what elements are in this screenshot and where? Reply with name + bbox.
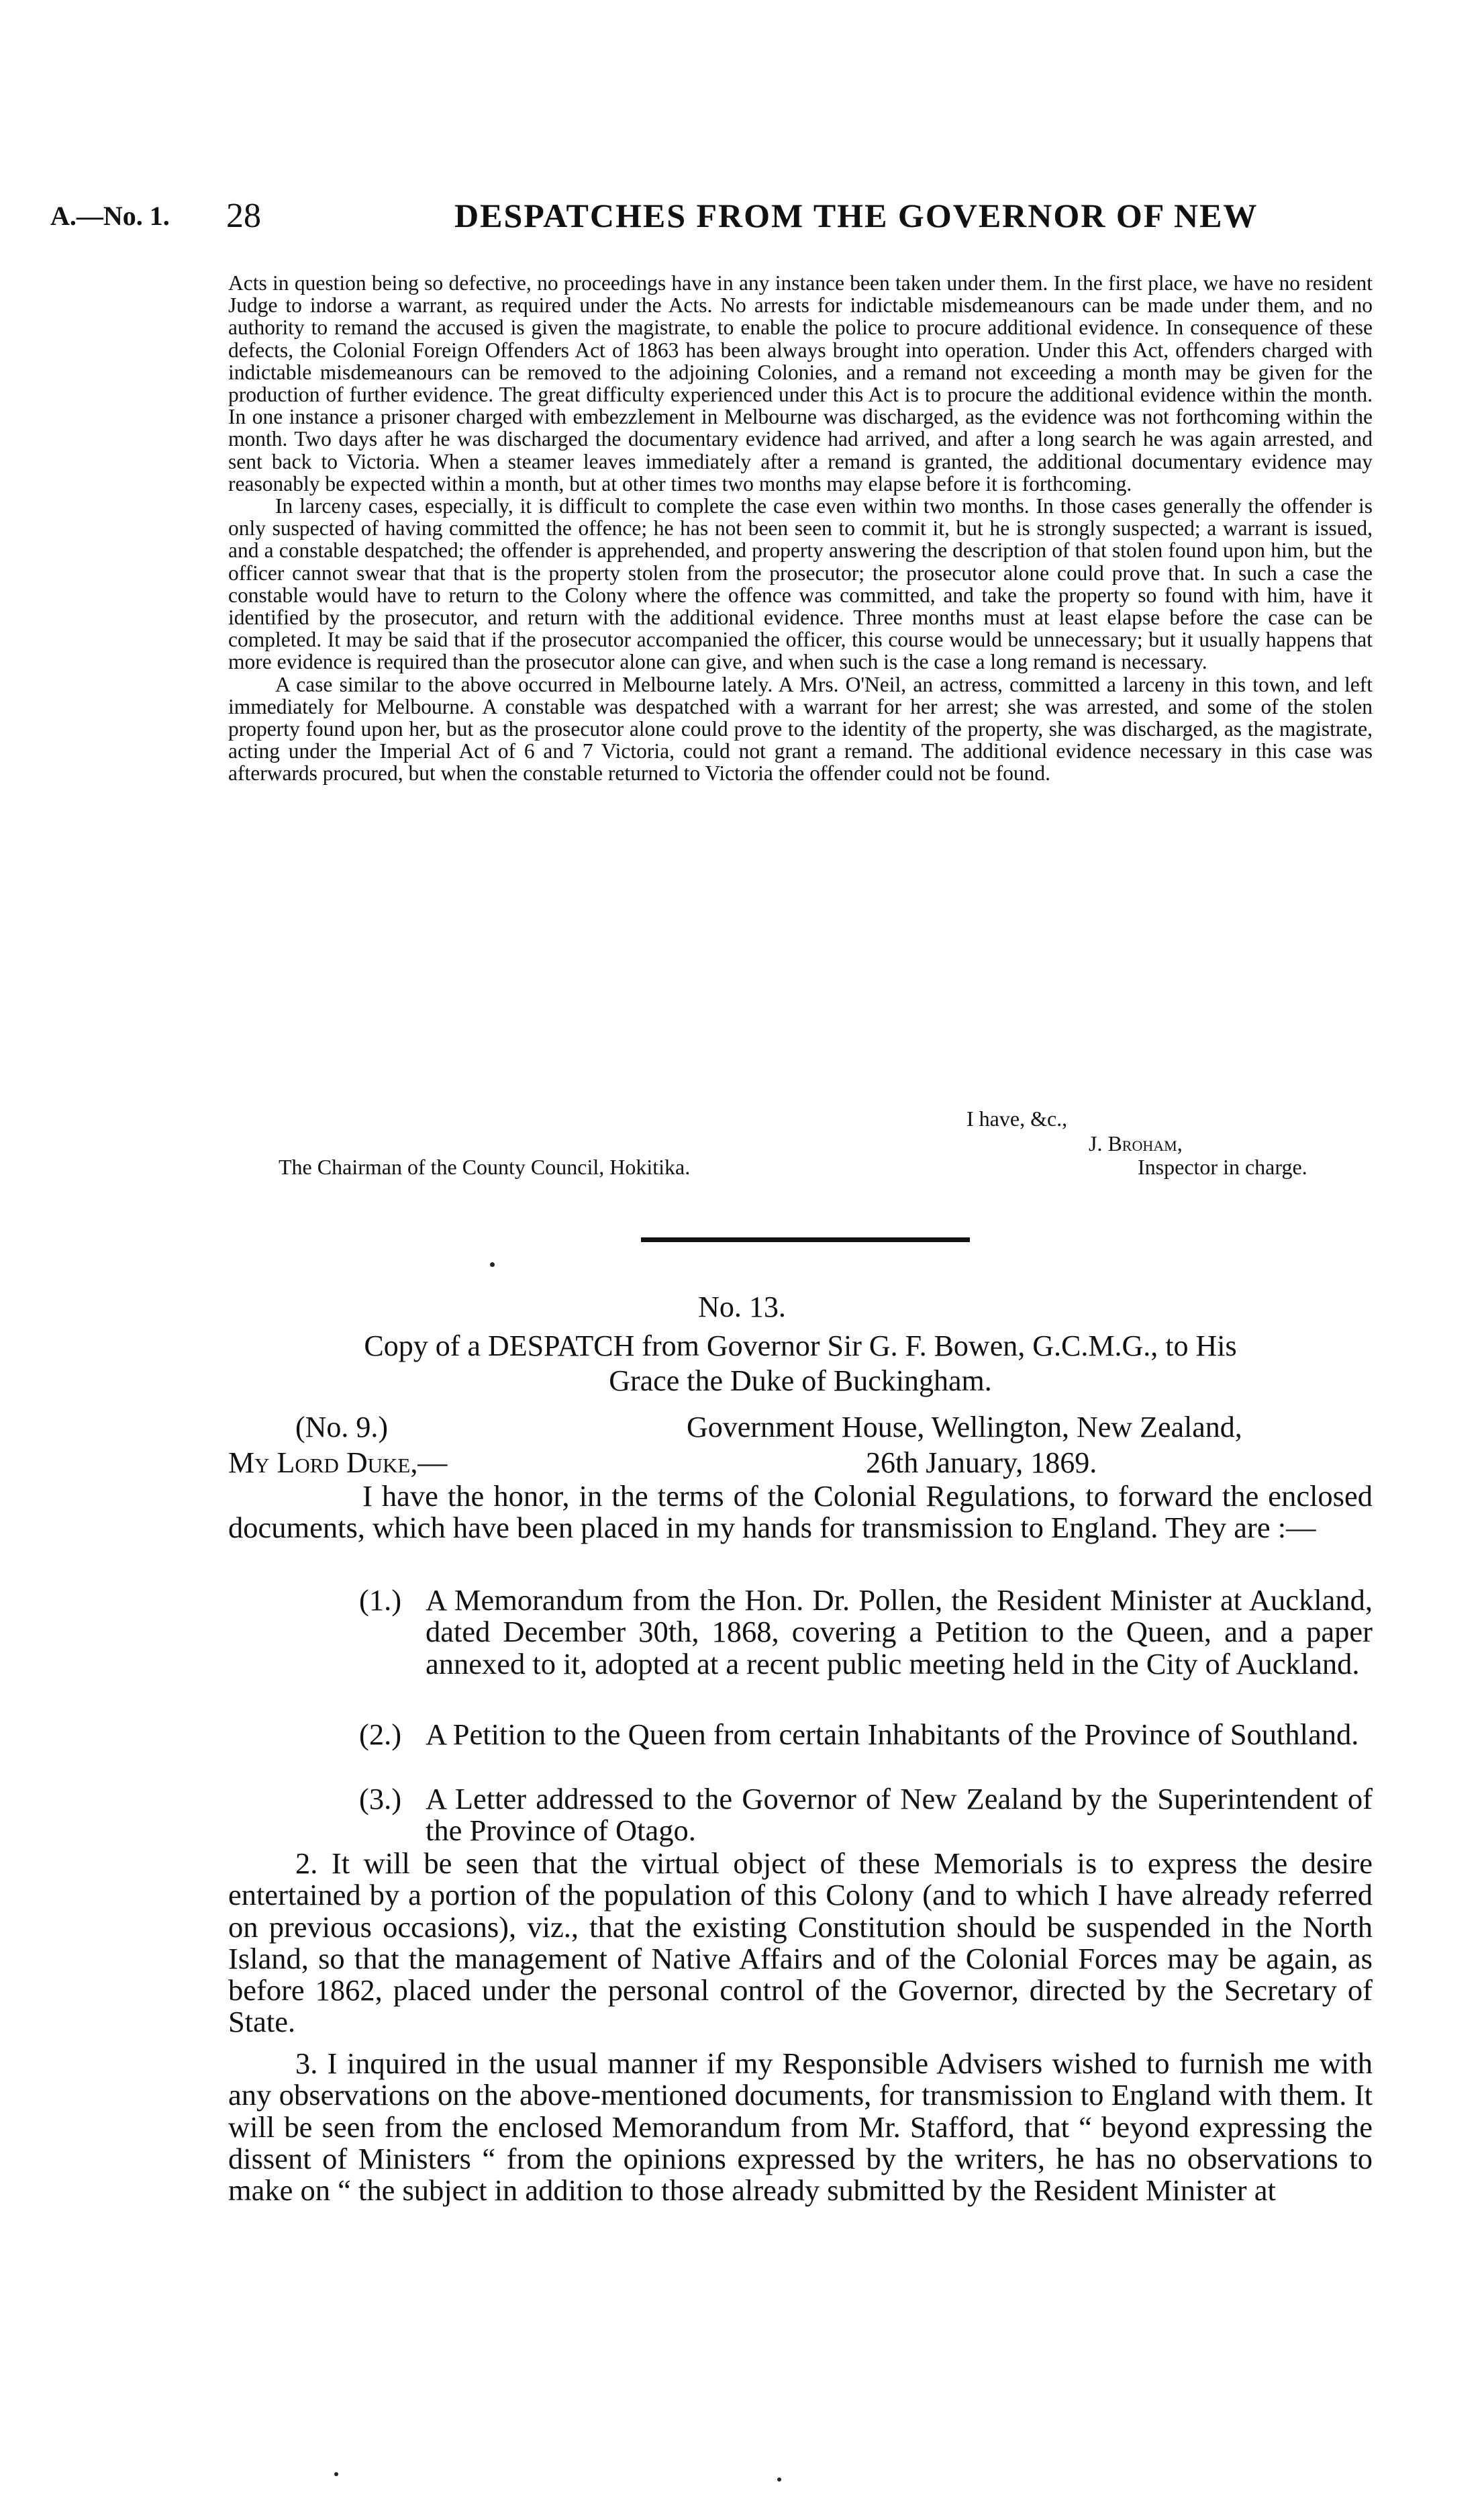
- ink-speck: [490, 1262, 495, 1267]
- despatch-title: [228, 1329, 1373, 1399]
- ink-speck: [777, 2477, 781, 2482]
- enclosure-item-2: [359, 1719, 1373, 1750]
- letter-body: [228, 272, 1373, 785]
- intro-paragraph: I have the honor, in the terms of the Colonial Regulations, to forward the enclosed documents, which have been placed in my hands for transmission to England. They are :—: [228, 1479, 1373, 1545]
- enclosure-item-3: [359, 1783, 1373, 1847]
- paragraph-3: 3. I inquired in the usual manner if my Responsible Advisers wished to furnish me with any observations on the above-mentioned documents, for transmission to England with them. It will be seen from the enclosed Memorandum from Mr. Stafford, that “ beyond expressing the dissent of Ministers “ from the opinions expressed by the writers, he has no observations to make on “ the subject in addition to those already submitted by the Resident Minister at: [228, 2046, 1373, 2208]
- running-title: DESPATCHES FROM THE GOVERNOR OF NEW: [454, 197, 1258, 234]
- enclosure-item-1: [359, 1585, 1373, 1680]
- despatch-ref-number: (No. 9.): [295, 1411, 389, 1444]
- enclosure-text-3: A Letter addressed to the Governor of New Zealand by the Superintendent of the Province of Otago.: [426, 1782, 1373, 1848]
- ink-speck: [334, 2472, 338, 2476]
- document-reference: A.—No. 1.: [50, 201, 170, 231]
- letter-paragraph-3: A case similar to the above occurred in Melbourne lately. A Mrs. O'Neil, an actress, committed a larceny in this town, and left immediately for Melbourne. A constable was despatched with a warrant for her arrest; she was arrested, and some of the stolen property found upon her, but as the prosecutor alone could prove to the identity of the property, she was discharged, as the magistrate, acting under the Imperial Act of 6 and 7 Victoria, could not grant a remand. The additional evidence necessary in this case was afterwards procured, but when the constable returned to Victoria the offender could not be found.: [228, 672, 1373, 786]
- enclosure-number-3: (3.): [359, 1782, 402, 1815]
- page-number: 28: [226, 197, 261, 235]
- enclosure-text-1: A Memorandum from the Hon. Dr. Pollen, the Resident Minister at Auckland, dated December 30th, 1868, covering a Petition to the Queen, and a paper annexed to it, adopted at a recent public meeting held in the City of Auckland.: [426, 1583, 1373, 1681]
- section-divider: [641, 1237, 970, 1242]
- letter-paragraph-1: Acts in question being so defective, no proceedings have in any instance been taken under them. In the first place, we have no resident Judge to indorse a warrant, as required under the Acts. No arrests for indictable misdemeanours can be made under them, and no authority to remand the accused is given the magistrate, to enable the police to procure additional evidence. In consequence of these defects, the Colonial Foreign Offenders Act of 1863 has been always brought into operation. Under this Act, offenders charged with indictable misdemeanours can be removed to the adjoining Colonies, and a remand not exceeding a month may be given for the production of further evidence. The great difficulty experienced under this Act is to procure the additional evidence within the month. In one instance a prisoner charged with embezzlement in Melbourne was discharged, as the evidence was not forthcoming within the month. Two days after he was discharged the documentary evidence had arrived, and after a long search he was again arrested, and sent back to Victoria. When a steamer leaves immediately after a remand is granted, the additional documentary evidence may reasonably be expected within a month, but at other times two months may elapse before it is forthcoming.: [228, 271, 1373, 495]
- enclosure-text-2: A Petition to the Queen from certain Inhabitants of the Province of Southland.: [426, 1717, 1359, 1751]
- paragraph-2: 2. It will be seen that the virtual object of these Memorials is to express the desire entertained by a portion of the population of this Colony (and to which I have already referred on previous occasions), viz., that the existing Constitution should be suspended in the North Island, so that the management of Native Affairs and of the Colonial Forces may be again, as before 1862, placed under the personal control of the Governor, directed by the Secretary of State.: [228, 1846, 1373, 2039]
- letter-signature: J. Broham,: [1089, 1131, 1183, 1155]
- page-header: [50, 196, 1393, 243]
- despatch-location: Government House, Wellington, New Zealand,: [687, 1411, 1242, 1444]
- signature-title: Inspector in charge.: [1138, 1155, 1307, 1179]
- despatch-title-line-2: Grace the Duke of Buckingham.: [609, 1364, 992, 1397]
- letter-addressee: The Chairman of the County Council, Hokitika.: [279, 1155, 691, 1179]
- enclosure-number-1: (1.): [359, 1583, 402, 1617]
- letter-paragraph-2: In larceny cases, especially, it is difficult to complete the case even within two months. In those cases generally the offender is only suspected of having committed the offence; he has not been seen to commit it, but he is strongly suspected; a warrant is issued, and a constable despatched; the offender is apprehended, and property answering the description of that stolen found upon him, but the officer cannot swear that that is the property stolen from the prosecutor; the prosecutor alone could prove that. In such a case the constable would have to return to the Colony where the offence was committed, and take the property so found with him, have it identified by the prosecutor, and return with the additional evidence. Three months must at least elapse before the case can be completed. It may be said that if the prosecutor accompanied the officer, this course would be unnecessary; but it usually happens that more evidence is required than the prosecutor alone can give, and when such is the case a long remand is necessary.: [228, 494, 1373, 674]
- letter-closing: I have, &c.,: [967, 1106, 1068, 1131]
- despatch-date: 26th January, 1869.: [866, 1446, 1097, 1479]
- despatch-number: No. 13.: [698, 1290, 786, 1323]
- salutation: My Lord Duke,—: [228, 1446, 448, 1479]
- enclosure-number-2: (2.): [359, 1717, 402, 1751]
- despatch-title-line-1: Copy of a DESPATCH from Governor Sir G. F. Bowen, G.C.M.G., to His: [364, 1329, 1237, 1362]
